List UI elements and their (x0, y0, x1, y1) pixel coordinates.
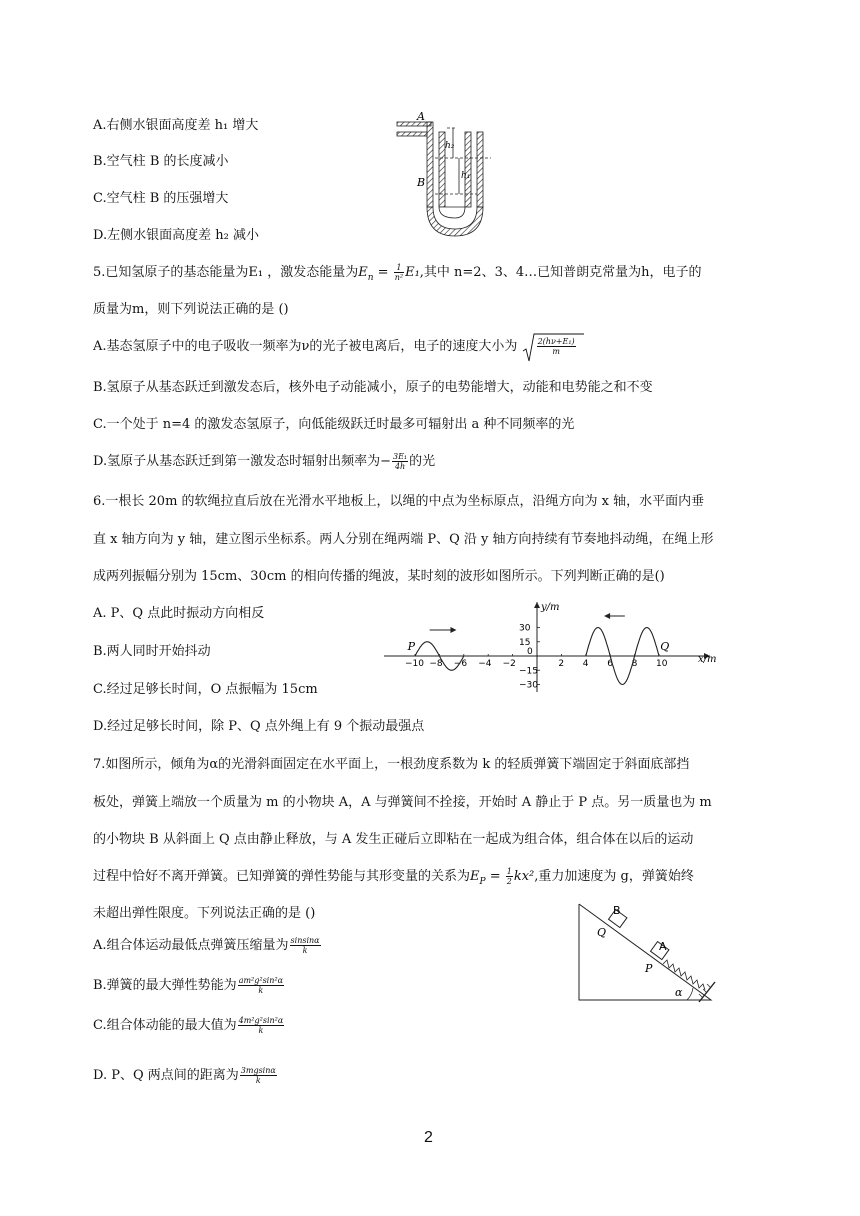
point-label-q: Q (660, 640, 670, 653)
q7-kx: kx² (513, 869, 535, 885)
q7-b-frac-d: k (258, 986, 264, 996)
fig-label-a: A (417, 110, 425, 123)
q7-d-frac (240, 1066, 277, 1085)
q5-eq: = (373, 265, 393, 281)
x-tick-label: −4 (478, 659, 492, 669)
wave-chart (380, 598, 720, 694)
point-label-p: P (407, 640, 416, 653)
fig7-label-b: B (613, 904, 621, 917)
q7-ep-sub: P (479, 876, 486, 887)
q7-a-frac-n: sinsinα (290, 936, 320, 945)
q5-option-a (93, 337, 577, 356)
q5-stem1-a: 5.已知氢原子的基态能量为E₁ ，激发态能量为 (93, 265, 359, 281)
q5-d-frac-d: 4h (394, 462, 406, 472)
q6-option-a: A. P、Q 点此时振动方向相反 (93, 606, 265, 621)
q7-d-frac-n: 3mgsinα (240, 1066, 276, 1075)
q7-stem-line1: 7.如图所示，倾角为α的光滑斜面固定在水平面上，一根劲度系数为 k 的轻质弹簧下端固定于斜面底部挡 (93, 757, 690, 772)
q7-frac (506, 867, 513, 886)
q7-c-text: C.组合体动能的最大值为 (93, 1018, 237, 1034)
q7-d-frac-d: k (255, 1076, 261, 1086)
page-number: 2 (424, 1129, 433, 1146)
q5-frac-n: 1 (394, 263, 404, 273)
x-tick-label: −6 (453, 659, 468, 669)
q6-option-c: C.经过足够长时间，O 点振幅为 15cm (93, 682, 318, 697)
q6-option-b: B.两人同时开始抖动 (93, 644, 211, 659)
q7-option-a (93, 936, 322, 955)
q4-option-b: B.空气柱 B 的长度减小 (93, 154, 229, 169)
q6-option-d: D.经过足够长时间，除 P、Q 点外绳上有 9 个振动最强点 (93, 719, 425, 734)
q5-d-text: D.氢原子从基态跃迁到第一激发态时辐射出频率为 (93, 454, 381, 470)
q7-a-text: A.组合体运动最低点弹簧压缩量为 (93, 938, 289, 954)
fig-label-h1: h₁ (461, 171, 471, 181)
fig7-label-q: Q (597, 926, 607, 939)
q5-d-frac (392, 452, 408, 471)
fig-label-h2: h₂ (445, 141, 455, 151)
q5-frac (394, 263, 404, 282)
q5-option-d (93, 452, 435, 471)
q5-stem-line2: 质量为m，则下列说法正确的是 () (93, 302, 289, 317)
p-arrowhead (450, 627, 456, 633)
q7-c-frac-d: k (258, 1026, 264, 1036)
x-tick-label: 0 (527, 647, 533, 657)
x-tick-label: 4 (582, 659, 589, 669)
y-axis-arrow (534, 602, 540, 608)
q5-en-sub: n (367, 272, 374, 283)
q7-c-frac-n: 4m²g²sin²α (238, 1016, 284, 1025)
q7-frac-n: 1 (506, 867, 512, 876)
q7-d-text: D. P、Q 两点间的距离为 (93, 1068, 239, 1084)
x-tick-label: −2 (502, 659, 516, 669)
q5-stem-line1 (93, 263, 702, 283)
q7-b-frac-n: am²g²sin²α (238, 976, 284, 985)
q5-a-frac-d: m (552, 347, 560, 357)
q5-e1: E₁ (405, 265, 420, 281)
q4-option-d: D.左侧水银面高度差 h₂ 减小 (93, 228, 259, 243)
q7-stem-line2: 板处，弹簧上端放一个质量为 m 的小物块 A，A 与弹簧间不拴接，开始时 A 静止于 P 点。另一质量也为 m (93, 795, 712, 810)
fig7-label-a: A (659, 940, 667, 953)
fig-label-b: B (417, 176, 426, 189)
x-tick-label: −10 (405, 659, 424, 669)
x-tick-label: −8 (429, 659, 443, 669)
q7-option-d (93, 1066, 278, 1085)
q5-a-text: A.基态氢原子中的电子吸收一频率为ν的光子被电离后，电子的速度大小为 (93, 339, 518, 355)
y-tick-label: 15 (519, 637, 531, 648)
q5-option-c: C.一个处于 n=4 的激发态氢原子，向低能级跃迁时最多可辐射出 a 种不同频率的光 (93, 417, 575, 432)
q7-a-frac-d: k (302, 946, 308, 956)
x-tick-label: 10 (656, 659, 668, 669)
y-tick-label: 30 (519, 623, 531, 634)
x-tick-label: 6 (607, 659, 613, 669)
q-arrowhead (604, 613, 610, 619)
y-tick-label: −30 (519, 680, 538, 691)
q7-ep: E (470, 869, 480, 885)
q7-frac-d: 2 (506, 877, 512, 887)
y-tick-label: −15 (519, 666, 538, 677)
fig7-label-alpha: α (675, 986, 683, 999)
fig7-label-p: P (645, 962, 653, 975)
incline-figure (575, 902, 720, 1004)
u-tube-figure (395, 108, 505, 243)
q5-stem1-b: ,其中 n=2、3、4…已知普朗克常量为h，电子的 (419, 265, 702, 281)
q7-option-c (93, 1016, 285, 1035)
q7-eq: = (485, 869, 505, 885)
q5-d-minus: − (380, 454, 391, 470)
q5-a-frac-n: 2(hν+E₁) (537, 337, 575, 346)
q7-stem4-b: ,重力加速度为 g，弹簧始终 (534, 869, 694, 885)
q5-d-frac-n: 3E₁ (393, 452, 408, 461)
q7-stem-line4 (93, 867, 694, 887)
y-axis-label: y/m (541, 602, 560, 613)
x-tick-label: 2 (558, 659, 565, 669)
q6-stem-line2: 直 x 轴方向为 y 轴，建立图示坐标系。两人分别在绳两端 P、Q 沿 y 轴方向持续有节奏地抖动绳，在绳上形 (93, 532, 714, 547)
q5-a-sqrt (522, 337, 577, 356)
x-axis-label: x/m (698, 654, 717, 665)
q5-d-tail: 的光 (409, 454, 436, 470)
x-tick-label: 8 (631, 659, 638, 669)
q7-option-b (93, 976, 285, 995)
q7-c-frac (238, 1016, 285, 1035)
q7-b-frac (238, 976, 284, 995)
q7-stem-line3: 的小物块 B 从斜面上 Q 点由静止释放，与 A 发生正碰后立即粘在一起成为组合体，组合体在以后的运动 (93, 832, 694, 847)
q4-option-a: A.右侧水银面高度差 h₁ 增大 (93, 118, 259, 133)
q5-frac-d: n² (394, 273, 404, 283)
q7-b-text: B.弹簧的最大弹性势能为 (93, 978, 237, 994)
q6-stem-line3: 成两列振幅分别为 15cm、30cm 的相向传播的绳波，某时刻的波形如图所示。下列判断正确的是() (93, 569, 665, 584)
q7-stem-line5: 未超出弹性限度。下列说法正确的是 () (93, 906, 316, 921)
q7-a-frac (290, 936, 321, 955)
q5-option-b: B.氢原子从基态跃迁到激发态后，核外电子动能减小，原子的电势能增大，动能和电势能之和不变 (93, 380, 653, 395)
q7-stem4-a: 过程中恰好不离开弹簧。已知弹簧的弹性势能与其形变量的关系为 (93, 869, 471, 885)
q5-en: E (358, 265, 368, 281)
q4-option-c: C.空气柱 B 的压强增大 (93, 191, 229, 206)
q6-stem-line1: 6.一根长 20m 的软绳拉直后放在光滑水平地板上，以绳的中点为坐标原点，沿绳方向为 x 轴，水平面内垂 (93, 494, 705, 509)
